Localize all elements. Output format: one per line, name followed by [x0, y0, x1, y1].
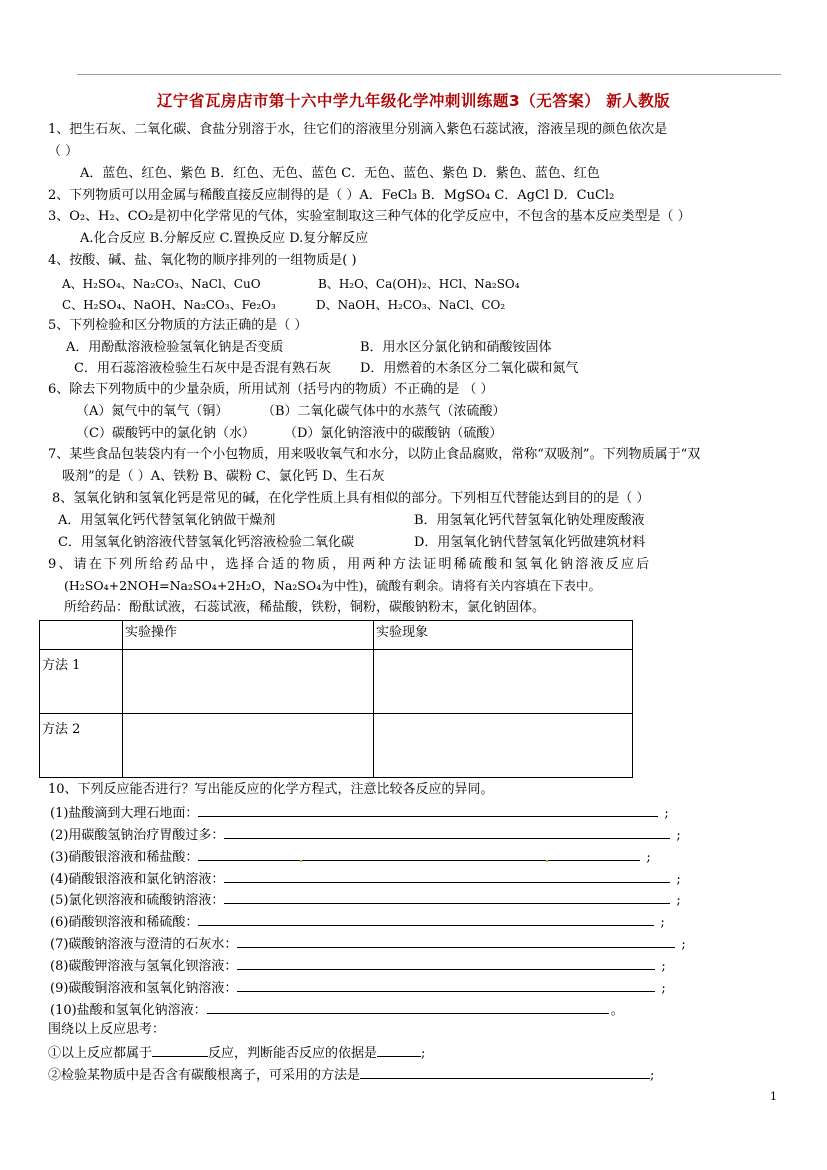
page-number: 1 — [770, 1090, 777, 1103]
q10-item-5-label: (5)氯化钡溶液和硫酸钠溶液： — [50, 893, 225, 908]
q5-option-d: D．用燃着的木条区分二氧化碳和氮气 — [360, 361, 579, 376]
q10-item-1-label: (1)盐酸滴到大理石地面： — [50, 806, 199, 821]
q7-line1: 7、某些食品包装袋内有一个小包物质，用来吸收氧气和水分，以防止食品腐败，常称“双吸剂”。下列物质属于“双 — [48, 447, 701, 462]
q1-stem: 1、把生石灰、二氧化碳、食盐分别溶于水，往它们的溶液里分别滴入紫色石蕊试液，溶液呈现的颜色依次是 — [48, 122, 668, 137]
q10-item-8-end: ; — [661, 959, 666, 974]
q10-item-9-blank[interactable] — [237, 978, 655, 992]
q1-options: A．蓝色、红色、紫色 B．红色、无色、蓝色 C．无色、蓝色、紫色 D．紫色、蓝色、红色 — [80, 166, 600, 181]
q10-item-7-label: (7)碳酸钠溶液与澄清的石灰水： — [50, 937, 238, 952]
q10-think-1-b: 反应，判断能否反应的依据是 — [208, 1046, 378, 1061]
q10-item-8 — [50, 956, 666, 976]
q9-line1: 9、请在下列所给药品中，选择合适的物质，用两种方法证明稀硫酸和氢氧化钠溶液反应后 — [48, 557, 652, 572]
q10-item-9 — [50, 978, 666, 998]
q10-item-10-label: (10)盐酸和氢氧化钠溶液： — [50, 1003, 207, 1018]
q5-option-c: C．用石蕊溶液检验生石灰中是否混有熟石灰 — [74, 361, 331, 376]
q10-think-2-blank[interactable] — [360, 1065, 650, 1079]
q8-option-d: D．用氢氧化钠代替氢氧化钙做建筑材料 — [414, 535, 646, 550]
q10-think-1-blank-b[interactable] — [377, 1043, 421, 1057]
q10-item-4-end: ; — [676, 872, 681, 887]
q10-think-2-end: ; — [650, 1068, 655, 1083]
q10-item-2-label: (2)用碳酸氢钠治疗胃酸过多： — [50, 828, 225, 843]
q10-item-6-label: (6)硝酸钡溶液和稀硫酸： — [50, 915, 199, 930]
q10-item-4 — [50, 869, 681, 889]
q10-item-4-label: (4)硝酸银溶液和氯化钠溶液： — [50, 872, 225, 887]
q10-item-1 — [50, 803, 669, 823]
answer-table — [39, 620, 633, 778]
q4-stem: 4、按酸、碱、盐、氧化物的顺序排列的一组物质是( ) — [48, 253, 357, 268]
speck-mark — [300, 860, 302, 862]
q10-item-10-end: 。 — [610, 1003, 624, 1018]
q6-option-a: （A）氮气中的氧气（铜） — [76, 404, 229, 419]
q10-item-5-end: ; — [676, 893, 681, 908]
q9-line3: 所给药品：酚酞试液，石蕊试液，稀盐酸，铁粉，铜粉，碳酸钠粉末，氯化钠固体。 — [64, 600, 546, 615]
q10-item-6 — [50, 912, 665, 932]
q8-option-c: C．用氢氧化钠溶液代替氢氧化钙溶液检验二氧化碳 — [58, 535, 354, 550]
q10-item-8-label: (8)碳酸钾溶液与氢氧化钡溶液： — [50, 959, 238, 974]
q10-item-9-label: (9)碳酸铜溶液和氢氧化钠溶液： — [50, 981, 238, 996]
q3-stem: 3、O₂、H₂、CO₂是初中化学常见的气体，实验室制取这三种气体的化学反应中，不包含的基本反应类型是（ ） — [48, 209, 691, 224]
q4-option-c: C、H₂SO₄、NaOH、Na₂CO₃、Fe₂O₃ — [62, 298, 276, 312]
q10-item-4-blank[interactable] — [224, 869, 670, 883]
q8-option-b: B．用氢氧化钙代替氢氧化钠处理废酸液 — [414, 513, 645, 528]
q10-item-10-blank[interactable] — [207, 1000, 609, 1014]
q1-paren: （ ） — [48, 144, 79, 159]
q10-item-1-blank[interactable] — [198, 803, 658, 817]
q10-think-1-end: ; — [421, 1046, 426, 1061]
q4-option-a: A、H₂SO₄、Na₂CO₃、NaCl、CuO — [62, 277, 261, 291]
q8-stem: 8、氢氧化钠和氢氧化钙是常见的碱，在化学性质上具有相似的部分。下列相互代替能达到目的的是（ ） — [52, 491, 650, 506]
q10-item-5 — [50, 890, 681, 910]
q5-stem: 5、下列检验和区分物质的方法正确的是（ ） — [48, 318, 308, 333]
q2-text: 2、下列物质可以用金属与稀酸直接反应制得的是（ ）A．FeCl₃ B．MgSO₄ C．AgCl D．CuCl₂ — [48, 188, 615, 203]
q10-item-10 — [50, 1000, 624, 1020]
q10-item-7-end: ; — [681, 937, 686, 952]
q6-option-c: （C）碳酸钙中的氯化钠（水） — [76, 426, 255, 441]
q9-line2: (H₂SO₄+2NOH=Na₂SO₄+2H₂O，Na₂SO₄为中性)，硫酸有剩余。请将有关内容填在下表中。 — [64, 578, 602, 593]
q10-item-2-blank[interactable] — [224, 825, 670, 839]
q7-line2: 吸剂”的是（ ）A、铁粉 B、碳粉 C、氯化钙 D、生石灰 — [62, 469, 385, 484]
q10-item-3-blank[interactable] — [198, 847, 640, 861]
table-cell-operation-2[interactable] — [123, 714, 374, 778]
table-row-method-1: 方法 1 — [40, 650, 123, 714]
table-header-phenomenon: 实验现象 — [374, 621, 633, 650]
q10-think-heading: 围绕以上反应思考： — [48, 1022, 166, 1037]
q10-item-7 — [50, 934, 686, 954]
q10-item-2-end: ; — [676, 828, 681, 843]
table-row-method-2: 方法 2 — [40, 714, 123, 778]
q10-stem: 10、下列反应能否进行？写出能反应的化学方程式，注意比较各反应的异同。 — [48, 782, 494, 797]
q4-option-b: B、H₂O、Ca(OH)₂、HCl、Na₂SO₄ — [318, 277, 520, 291]
q10-think-2-a: ②检验某物质中是否含有碳酸根离子，可采用的方法是 — [48, 1068, 361, 1083]
q10-think-1-a: ①以上反应都属于 — [48, 1046, 153, 1061]
q6-option-b: （B）二氧化碳气体中的水蒸气（浓硫酸） — [262, 404, 506, 419]
q10-item-9-end: ; — [661, 981, 666, 996]
q10-item-1-end: ; — [664, 806, 669, 821]
q4-option-d: D、NaOH、H₂CO₃、NaCl、CO₂ — [316, 298, 506, 312]
q10-item-2 — [50, 825, 681, 845]
q10-item-6-end: ; — [660, 915, 665, 930]
q10-item-3 — [50, 847, 651, 867]
q5-option-a: A．用酚酞溶液检验氢氧化钠是否变质 — [66, 340, 284, 355]
speck-mark — [546, 860, 548, 862]
q10-item-3-label: (3)硝酸银溶液和稀盐酸： — [50, 850, 199, 865]
table-cell-phenomenon-2[interactable] — [374, 714, 633, 778]
q10-item-6-blank[interactable] — [198, 912, 654, 926]
q5-option-b: B．用水区分氯化钠和硝酸铵固体 — [360, 340, 552, 355]
q10-think-1 — [48, 1043, 425, 1063]
q10-item-7-blank[interactable] — [237, 934, 675, 948]
table-cell-operation-1[interactable] — [123, 650, 374, 714]
q10-item-3-end: ; — [646, 850, 651, 865]
table-header-blank — [40, 621, 123, 650]
q10-item-8-blank[interactable] — [237, 956, 655, 970]
q8-option-a: A．用氢氧化钙代替氢氧化钠做干燥剂 — [58, 513, 276, 528]
q10-item-5-blank[interactable] — [224, 890, 670, 904]
q10-think-1-blank-a[interactable] — [152, 1043, 208, 1057]
table-cell-phenomenon-1[interactable] — [374, 650, 633, 714]
q6-option-d: （D）氯化钠溶液中的碳酸钠（硫酸） — [284, 426, 503, 441]
q6-stem: 6、除去下列物质中的少量杂质，所用试剂（括号内的物质）不正确的是 （ ） — [48, 382, 494, 397]
q10-think-2 — [48, 1065, 654, 1085]
page-title: 辽宁省瓦房店市第十六中学九年级化学冲刺训练题3（无答案） 新人教版 — [156, 92, 671, 110]
q3-options: A.化合反应 B.分解反应 C.置换反应 D.复分解反应 — [80, 231, 369, 246]
header-rule — [77, 74, 781, 75]
table-header-operation: 实验操作 — [123, 621, 374, 650]
